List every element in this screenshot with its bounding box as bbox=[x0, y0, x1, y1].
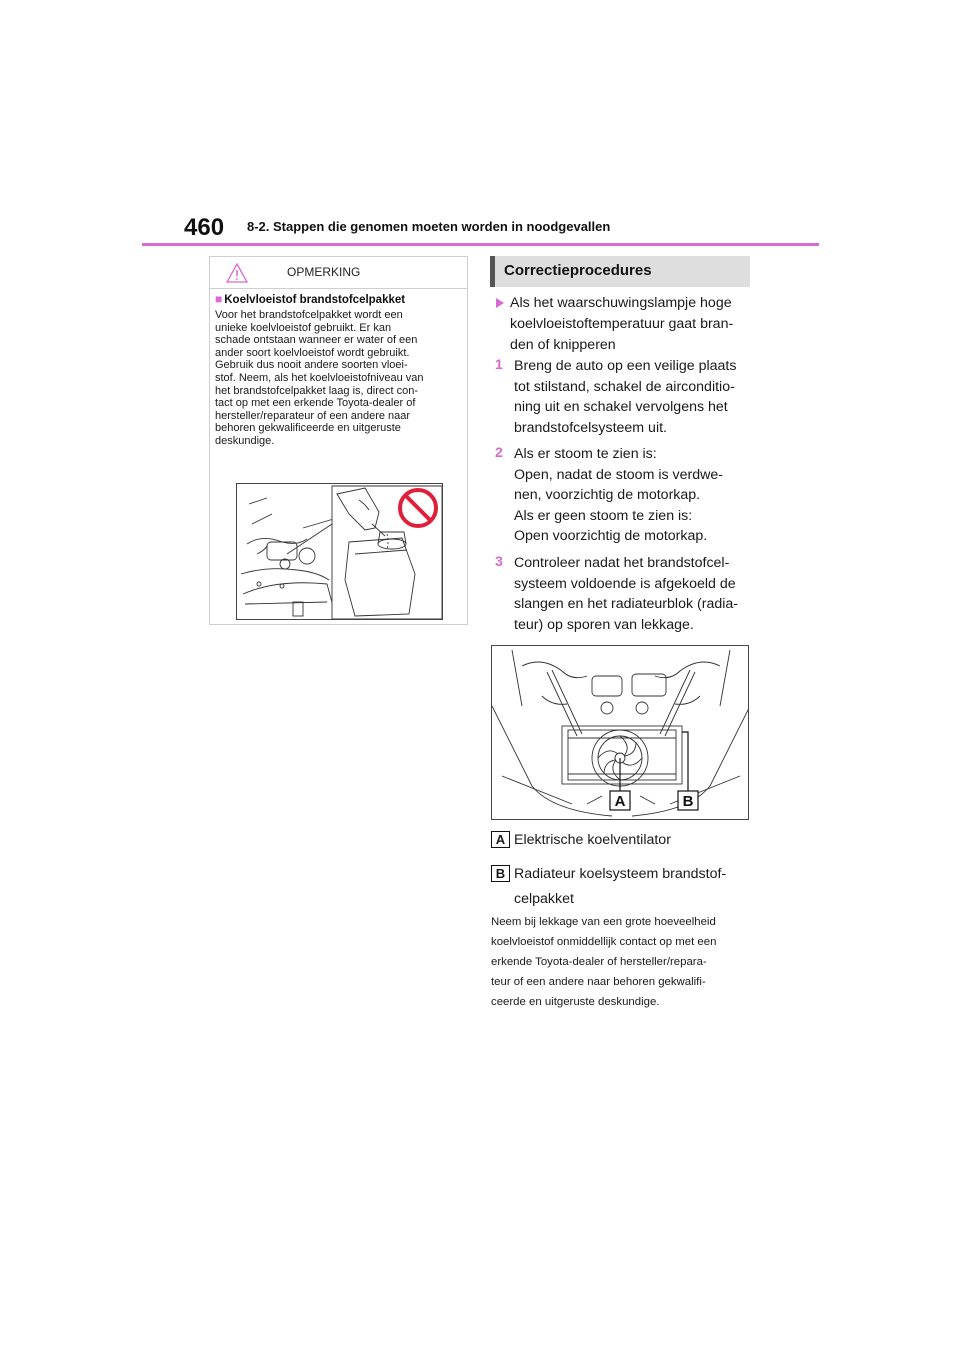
notice-label: OPMERKING bbox=[287, 265, 361, 279]
step-line: systeem voldoende is afgekoeld de bbox=[514, 575, 736, 592]
callout-b bbox=[678, 791, 698, 810]
radiator-drawing bbox=[492, 646, 749, 820]
step-line: Als er geen stoom te zien is: bbox=[514, 507, 693, 524]
step-line: brandstofcelsysteem uit. bbox=[514, 419, 667, 436]
header-rule bbox=[142, 243, 819, 246]
step-number: 3 bbox=[495, 554, 503, 570]
coolant-refill-drawing bbox=[237, 484, 443, 620]
notice-body-line: stof. Neem, als het koelvloeistofniveau van bbox=[215, 371, 424, 384]
step-line: Open, nadat de stoom is verdwe- bbox=[514, 466, 723, 483]
step-line: Open voorzichtig de motorkap. bbox=[514, 528, 708, 545]
notice-body-line: Gebruik dus nooit andere soorten vloei- bbox=[215, 359, 408, 372]
callout-a bbox=[610, 791, 630, 810]
notice-subheading-text: Koelvloeistof brandstofcelpakket bbox=[224, 294, 406, 306]
notice-body-line: ander soort koelvloeistof wordt gebruikt. bbox=[215, 346, 410, 359]
step-line: Als er stoom te zien is: bbox=[514, 446, 657, 462]
step-line: Breng de auto op een veilige plaats bbox=[514, 358, 737, 374]
chapter-title: 8-2. Stappen die genomen moeten worden in noodgevallen bbox=[247, 219, 611, 234]
legend-key-a: A bbox=[491, 831, 510, 848]
step-number: 1 bbox=[495, 357, 503, 373]
condition-text bbox=[510, 293, 732, 314]
notice-subheading bbox=[215, 292, 405, 306]
step-3-text bbox=[514, 553, 738, 635]
step-line: tot stilstand, schakel de airconditio- bbox=[514, 378, 735, 395]
warning-triangle-icon bbox=[226, 263, 248, 283]
radiator-illustration bbox=[491, 645, 749, 820]
square-bullet-icon: ■ bbox=[215, 292, 223, 306]
legend-text-b bbox=[514, 864, 726, 909]
notice-body-line: unieke koelvloeistof gebruikt. Er kan bbox=[215, 321, 392, 334]
notice-body bbox=[215, 309, 463, 448]
condition-text-continued bbox=[510, 314, 733, 355]
page-number: 460 bbox=[184, 214, 225, 241]
step-2-text bbox=[514, 444, 723, 547]
notice-body-line: behoren gekwalificeerde en uitgeruste bbox=[215, 422, 401, 435]
section-title: Correctieprocedures bbox=[504, 262, 652, 279]
callout-a-label: A bbox=[614, 793, 626, 810]
notice-body-line: Voor het brandstofcelpakket wordt een bbox=[215, 309, 403, 321]
footnote-line: ceerde en uitgeruste deskundige. bbox=[491, 996, 660, 1008]
step-line: ning uit en schakel vervolgens het bbox=[514, 399, 728, 416]
footnote-line: teur of een andere naar behoren gekwalifi- bbox=[491, 976, 706, 988]
legend-line: Radiateur koelsysteem brandstof- bbox=[514, 866, 727, 882]
section-header bbox=[490, 256, 750, 287]
notice-body-line: schade ontstaan wanneer er water of een bbox=[215, 334, 418, 347]
coolant-refill-illustration bbox=[236, 483, 443, 620]
step-line: nen, voorzichtig de motorkap. bbox=[514, 487, 701, 504]
legend-line: celpakket bbox=[514, 890, 574, 907]
triangle-bullet-icon bbox=[495, 298, 505, 308]
notice-body-line: deskundige. bbox=[215, 434, 275, 447]
callout-b-label: B bbox=[682, 793, 694, 810]
legend-key-b: B bbox=[491, 865, 510, 882]
legend-text-a: Elektrische koelventilator bbox=[514, 832, 671, 848]
notice-box bbox=[209, 256, 468, 625]
footnote-line: erkende Toyota-dealer of hersteller/repara- bbox=[491, 956, 707, 968]
footnote-line: Neem bij lekkage van een grote hoeveelheid bbox=[491, 916, 716, 928]
condition-line: Als het waarschuwingslampje hoge bbox=[510, 295, 732, 311]
condition-line: koelvloeistoftemperatuur gaat bran- bbox=[510, 316, 734, 332]
step-line: slangen en het radiateurblok (radia- bbox=[514, 596, 738, 613]
step-number: 2 bbox=[495, 445, 503, 461]
footnote bbox=[491, 912, 716, 1012]
notice-body-line: tact op met een erkende Toyota-dealer of bbox=[215, 397, 416, 410]
footnote-line: koelvloeistof onmiddellijk contact op met een bbox=[491, 936, 717, 948]
section-accent-bar bbox=[490, 256, 495, 287]
notice-body-line: hersteller/reparateur of een andere naar bbox=[215, 409, 411, 422]
step-line: Controleer nadat het brandstofcel- bbox=[514, 555, 730, 571]
step-1-text bbox=[514, 356, 736, 438]
notice-body-line: het brandstofcelpakket laag is, direct con- bbox=[215, 384, 419, 397]
step-line: teur) op sporen van lekkage. bbox=[514, 616, 694, 633]
notice-header bbox=[210, 257, 467, 287]
notice-divider bbox=[210, 288, 467, 289]
condition-line: den of knipperen bbox=[510, 336, 616, 353]
